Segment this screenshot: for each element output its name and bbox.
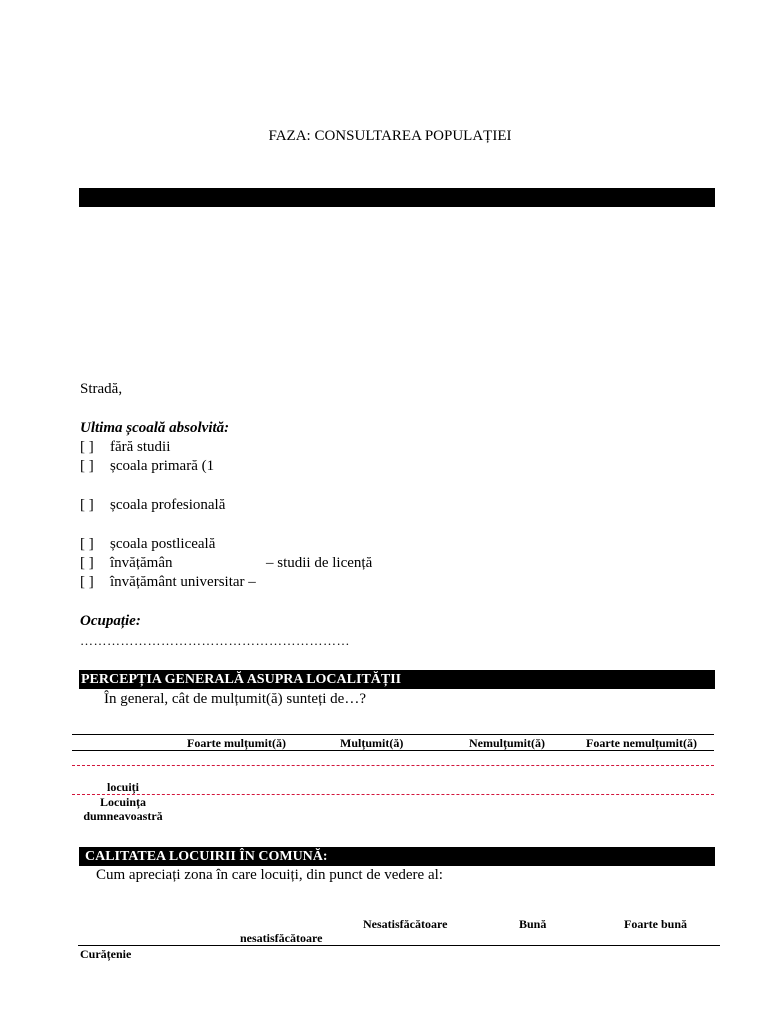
col-header-very-unsatisfactory: nesatisfăcătoare	[240, 931, 323, 945]
education-option-postsecondary[interactable]: [ ] școala postliceală	[80, 536, 216, 552]
table-rule-dashed	[72, 794, 714, 795]
checkbox[interactable]: [ ]	[80, 439, 94, 455]
table-rule	[72, 750, 714, 751]
checkbox[interactable]: [ ]	[80, 555, 94, 571]
col-header-good: Bună	[519, 917, 547, 931]
col-header-satisfied: Mulțumit(ă)	[340, 736, 404, 750]
checkbox[interactable]: [ ]	[80, 497, 94, 513]
col-header-very-dissatisfied: Foarte nemulțumit(ă)	[586, 736, 697, 750]
education-option-higher[interactable]: [ ] învățămân	[80, 555, 173, 571]
col-header-unsatisfactory: Nesatisfăcătoare	[363, 917, 448, 931]
checkbox[interactable]: [ ]	[80, 458, 94, 474]
checkbox[interactable]: [ ]	[80, 536, 94, 552]
education-question: Ultima școală absolvită:	[80, 420, 230, 436]
table-rule	[72, 734, 714, 735]
section-title-perception: PERCEPȚIA GENERALĂ ASUPRA LOCALITĂȚII	[79, 670, 715, 689]
redacted-bar	[79, 188, 715, 207]
street-label: Stradă,	[80, 381, 123, 397]
education-option-university[interactable]: [ ] învățământ universitar –	[80, 574, 256, 590]
checkbox[interactable]: [ ]	[80, 574, 94, 590]
education-option-primary[interactable]: [ ] școala primară (1	[80, 458, 215, 474]
occupation-answer-line[interactable]: ……………………………………………………	[80, 633, 350, 648]
perception-question: În general, cât de mulțumit(ă) sunteți de…?	[104, 691, 366, 707]
housing-question: Cum apreciați zona în care locuiți, din punct de vedere al:	[96, 867, 443, 883]
page-title: FAZA: CONSULTAREA POPULAȚIEI	[268, 128, 512, 144]
section-title-housing-quality: CALITATEA LOCUIRII ÎN COMUNĂ:	[79, 847, 715, 866]
table-rule	[78, 945, 720, 946]
education-option-none[interactable]: [ ] fără studii	[80, 439, 171, 455]
col-header-very-satisfied: Foarte mulțumit(ă)	[187, 736, 286, 750]
occupation-label: Ocupație:	[80, 613, 141, 629]
table-rule-dashed	[72, 765, 714, 766]
education-option-vocational[interactable]: [ ] școala profesională	[80, 497, 226, 513]
row-label-cleanliness: Curățenie	[80, 947, 132, 961]
education-option-higher-extra: – studii de licență	[266, 555, 373, 571]
row-label-dwelling: Locuința dumneavoastră	[83, 795, 163, 823]
row-label-locuiti: locuiți	[107, 780, 139, 794]
col-header-dissatisfied: Nemulțumit(ă)	[469, 736, 545, 750]
col-header-very-good: Foarte bună	[624, 917, 687, 931]
